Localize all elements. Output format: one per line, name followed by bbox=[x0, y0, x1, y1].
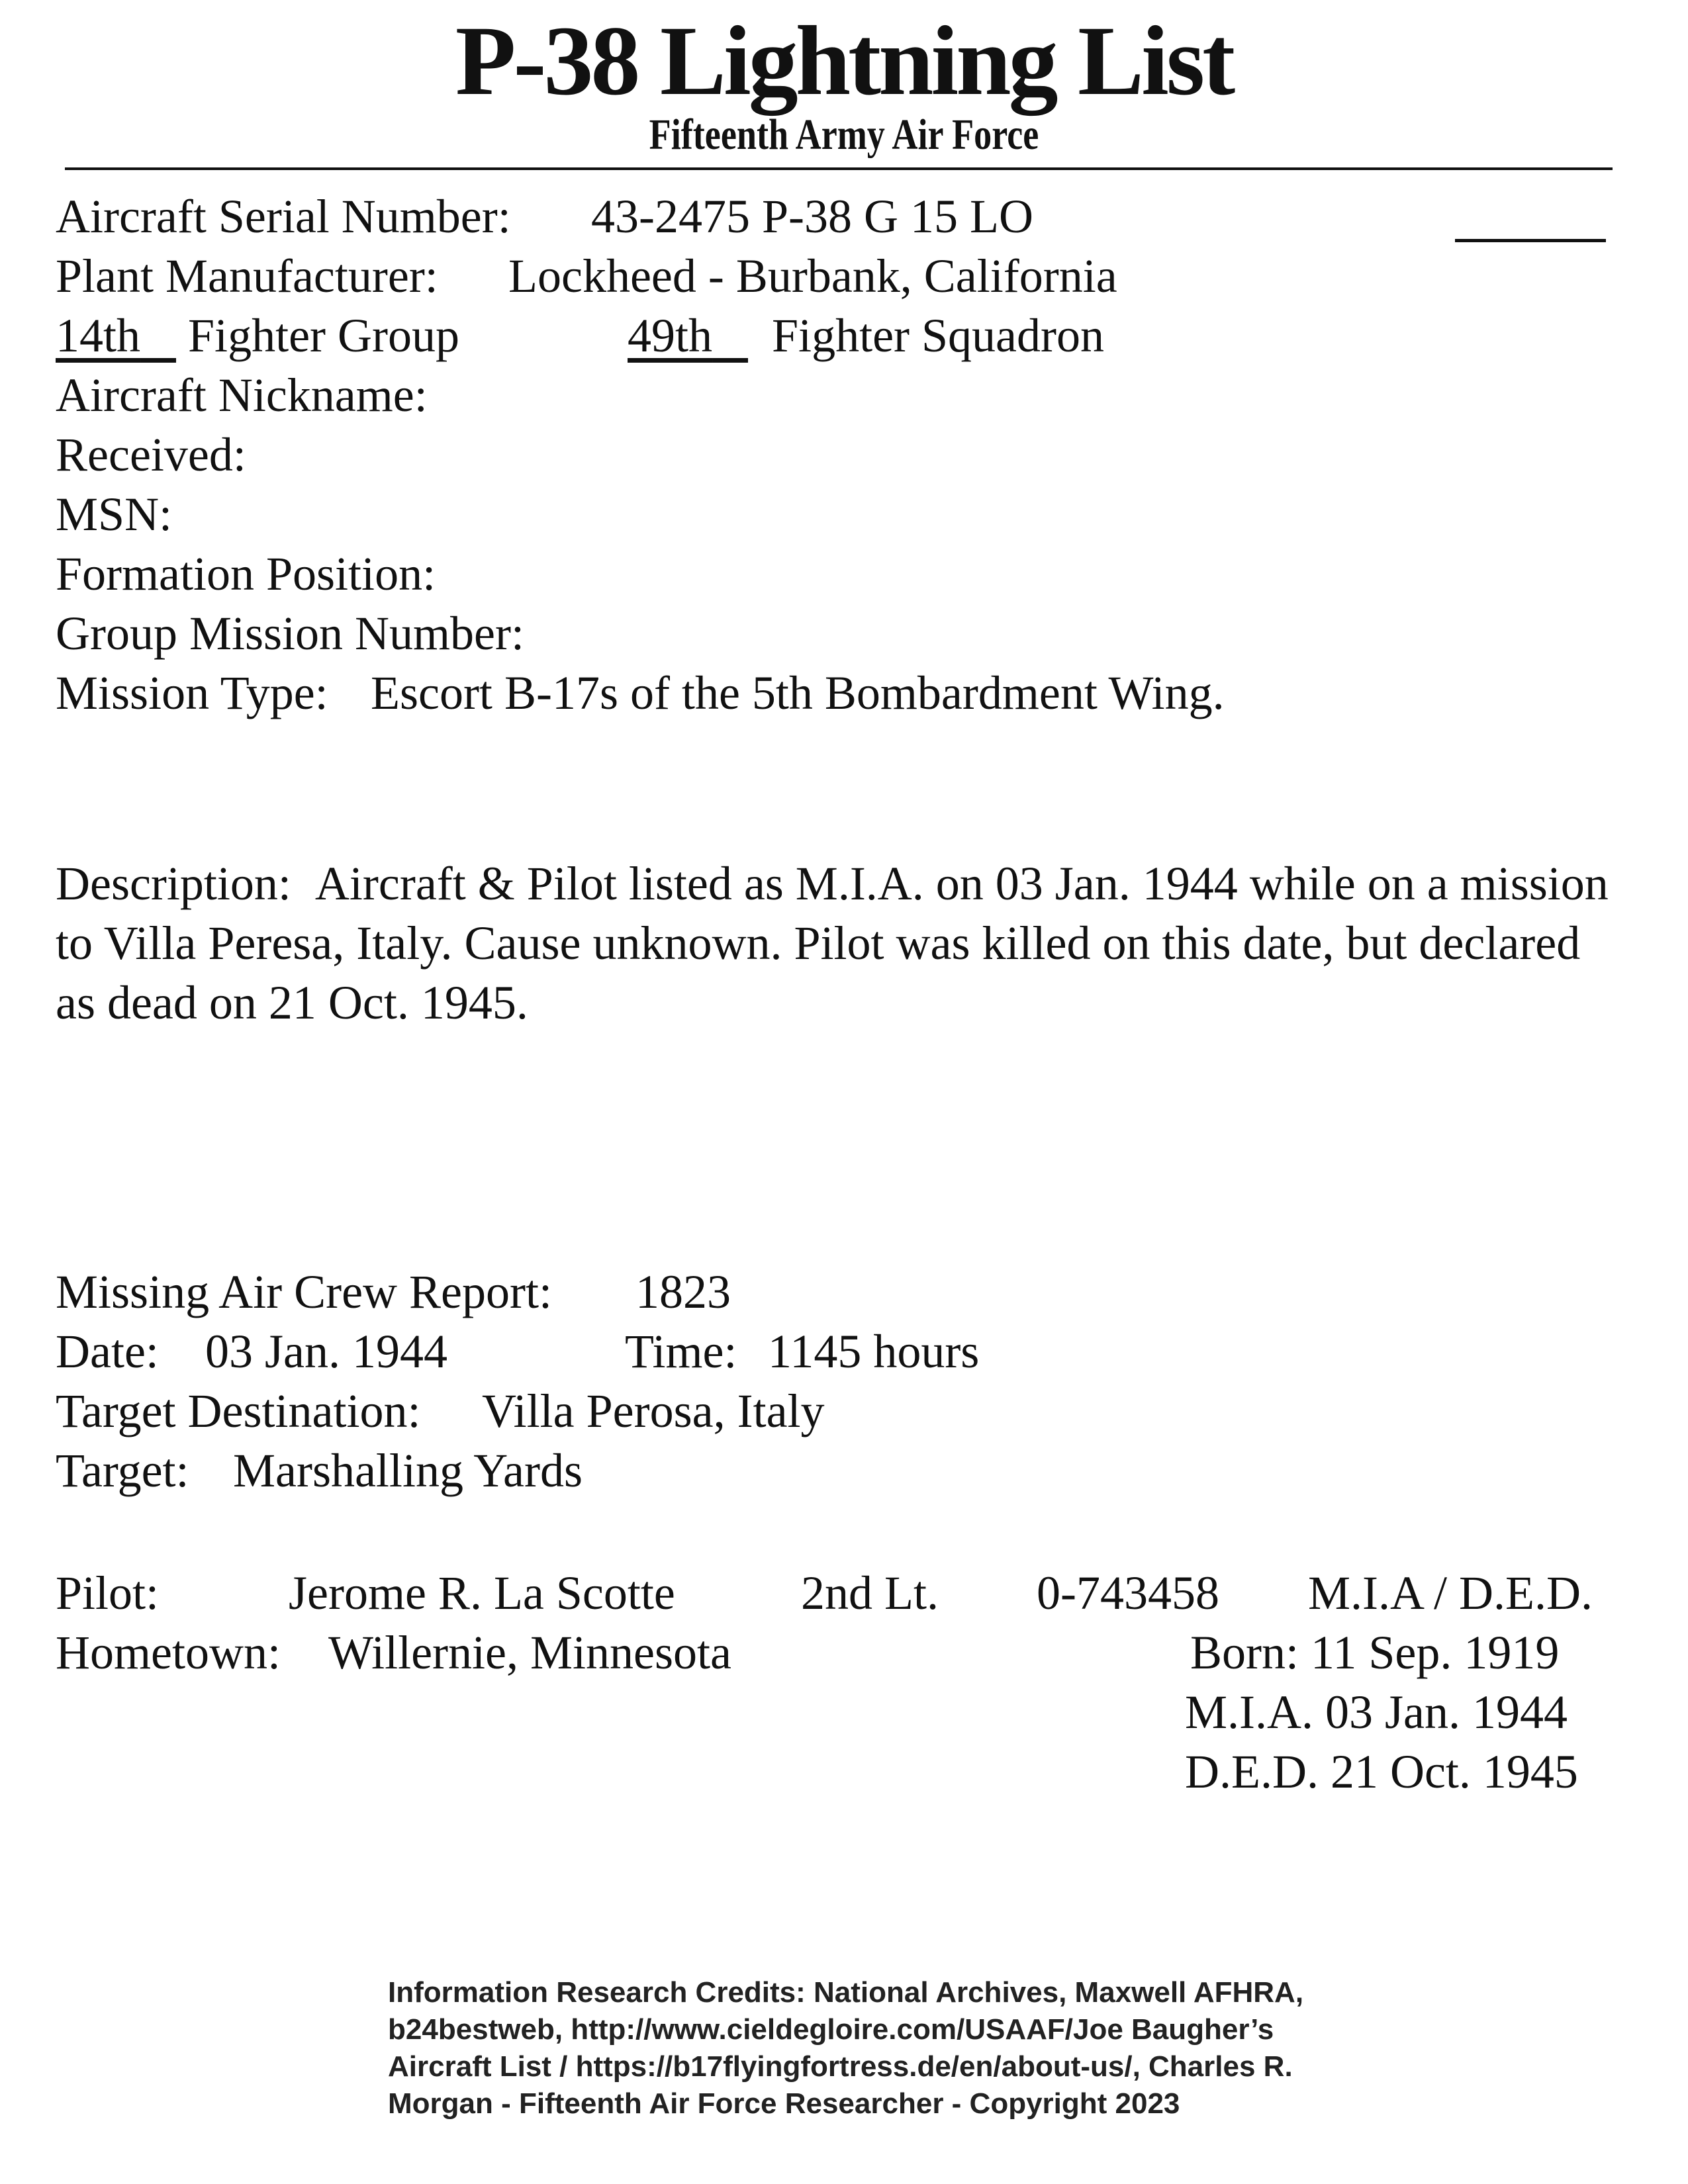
description-label: Description: bbox=[56, 857, 291, 910]
squadron-field bbox=[628, 310, 1104, 362]
target-destination-label: Target Destination: bbox=[56, 1385, 421, 1437]
blank-line bbox=[1455, 239, 1606, 242]
description-block bbox=[56, 854, 1611, 1032]
hometown-value: Willernie, Minnesota bbox=[328, 1626, 731, 1679]
group-field bbox=[56, 310, 459, 362]
group-label: Fighter Group bbox=[188, 309, 459, 362]
page-subtitle: Fifteenth Army Air Force bbox=[649, 111, 1039, 159]
received-label: Received: bbox=[56, 428, 246, 481]
serial-label: Aircraft Serial Number: bbox=[56, 190, 511, 243]
macr-value: 1823 bbox=[635, 1265, 731, 1318]
manufacturer-value: Lockheed - Burbank, California bbox=[508, 250, 1117, 302]
squadron-label: Fighter Squadron bbox=[772, 309, 1104, 362]
header-divider bbox=[65, 167, 1613, 170]
pilot-rank: 2nd Lt. bbox=[801, 1567, 939, 1619]
mission-type-value: Escort B-17s of the 5th Bombardment Wing. bbox=[371, 666, 1225, 719]
mission-type-label: Mission Type: bbox=[56, 666, 328, 719]
credits-line-3: Aircraft List / https://b17flyingfortress.de/en/about-us/, Charles R. bbox=[388, 2050, 1293, 2083]
credits-line-4: Morgan - Fifteenth Air Force Researcher - Copyright 2023 bbox=[388, 2087, 1180, 2120]
squadron-value: 49th bbox=[628, 309, 713, 362]
time-label: Time: bbox=[625, 1325, 737, 1378]
target-destination-value: Villa Perosa, Italy bbox=[482, 1385, 825, 1437]
credits-line-2: b24bestweb, http://www.cieldegloire.com/USAAF/Joe Baugher’s bbox=[388, 2013, 1274, 2046]
pilot-ded-date: D.E.D. 21 Oct. 1945 bbox=[1185, 1745, 1578, 1798]
pilot-label: Pilot: bbox=[56, 1567, 160, 1619]
pilot-born: Born: 11 Sep. 1919 bbox=[1190, 1626, 1560, 1679]
manufacturer-label: Plant Manufacturer: bbox=[56, 250, 438, 302]
page-title: P-38 Lightning List bbox=[455, 6, 1233, 116]
macr-label: Missing Air Crew Report: bbox=[56, 1265, 552, 1318]
target-label: Target: bbox=[56, 1444, 189, 1497]
pilot-serial: 0-743458 bbox=[1037, 1567, 1219, 1619]
date-label: Date: bbox=[56, 1325, 159, 1378]
description-text: Aircraft & Pilot listed as M.I.A. on 03 Jan. 1944 while on a mission to Villa Peresa, Italy. Cause unknown. Pilot was killed on this date, but declared as dead on 21 Oct. 1945. bbox=[56, 857, 1609, 1029]
hometown-label: Hometown: bbox=[56, 1626, 281, 1679]
pilot-mia-date: M.I.A. 03 Jan. 1944 bbox=[1185, 1686, 1568, 1739]
serial-value: 43-2475 P-38 G 15 LO bbox=[591, 190, 1033, 243]
msn-label: MSN: bbox=[56, 488, 173, 541]
research-credits bbox=[388, 1974, 1381, 2122]
target-value: Marshalling Yards bbox=[233, 1444, 583, 1497]
group-mission-label: Group Mission Number: bbox=[56, 607, 524, 660]
pilot-name: Jerome R. La Scotte bbox=[289, 1567, 675, 1619]
credits-line-1: Information Research Credits: National Archives, Maxwell AFHRA, bbox=[388, 1976, 1304, 2009]
nickname-label: Aircraft Nickname: bbox=[56, 369, 428, 422]
pilot-status: M.I.A / D.E.D. bbox=[1308, 1567, 1593, 1619]
group-value: 14th bbox=[56, 309, 141, 362]
time-value: 1145 hours bbox=[768, 1325, 980, 1378]
formation-label: Formation Position: bbox=[56, 547, 436, 600]
date-value: 03 Jan. 1944 bbox=[205, 1325, 447, 1378]
